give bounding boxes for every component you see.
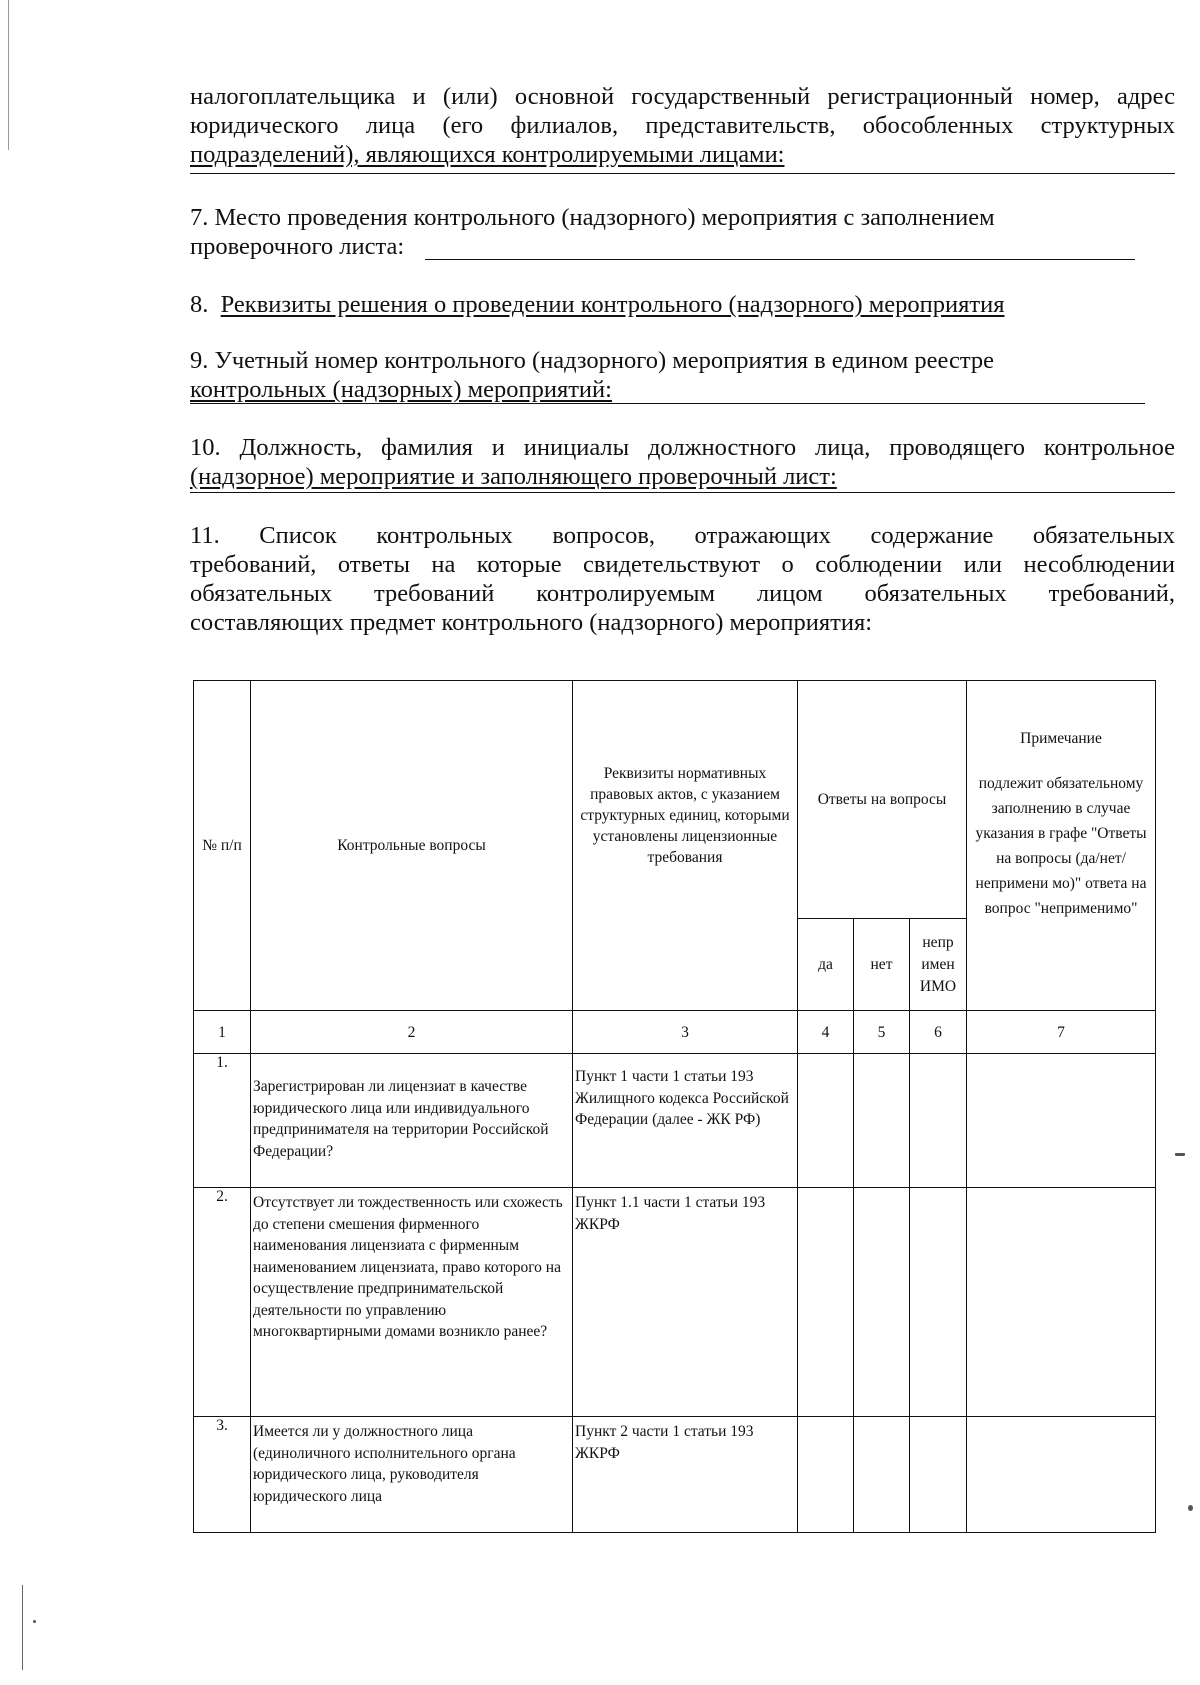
- note-cell[interactable]: [967, 1417, 1156, 1533]
- item-8-requisites: [190, 290, 1175, 319]
- row-question: Зарегистрирован ли лицензиат в качестве юридического лица или индивидуального предпринимателя на территории Российской Федерации?: [251, 1054, 573, 1188]
- row-question: Имеется ли у должностного лица (единоличного исполнительного органа юридического лица, руководителя юридического лица: [251, 1417, 573, 1533]
- row-number: 3.: [194, 1417, 251, 1533]
- header-not-applicable: непр имен ИМО: [910, 919, 967, 1011]
- answer-yes-cell[interactable]: [798, 1417, 854, 1533]
- column-number: 3: [573, 1011, 798, 1054]
- item-11-question-list: [190, 521, 1175, 637]
- row-number: 2.: [194, 1188, 251, 1417]
- scan-speck: [33, 1620, 36, 1623]
- scan-speck: [1175, 1153, 1185, 1156]
- header-answers: Ответы на вопросы: [798, 681, 967, 919]
- table-row: [194, 1054, 1156, 1188]
- item-7-line: 7. Место проведения контрольного (надзорного) мероприятия с заполнением: [190, 204, 995, 231]
- fill-line: [190, 492, 1175, 493]
- answer-yes-cell[interactable]: [798, 1054, 854, 1188]
- answer-yes-cell[interactable]: [798, 1188, 854, 1417]
- row-requisites: Пункт 2 части 1 статьи 193 ЖКРФ: [573, 1417, 798, 1533]
- item-9-line: контрольных (надзорных) мероприятий:: [190, 376, 612, 403]
- column-number-row: [194, 1011, 1156, 1054]
- item-10-line: (надзорное) мероприятие и заполняющего проверочный лист:: [190, 463, 837, 490]
- header-note: [967, 681, 1156, 1011]
- fill-line: [190, 403, 1145, 404]
- column-number: 7: [967, 1011, 1156, 1054]
- table-header-row: [194, 681, 1156, 919]
- scan-edge-line: [8, 0, 9, 150]
- item-8-number: 8.: [190, 291, 209, 318]
- item-11-line: составляющих предмет контрольного (надзорного) мероприятия:: [190, 609, 873, 636]
- item-9-registry: [190, 346, 1175, 404]
- answer-no-cell[interactable]: [854, 1188, 910, 1417]
- item-9-line: 9. Учетный номер контрольного (надзорного) мероприятия в едином реестре: [190, 347, 995, 374]
- header-requisites: Реквизиты нормативных правовых актов, с указанием структурных единиц, которыми установлены лицензионные требования: [573, 681, 798, 1011]
- answer-no-cell[interactable]: [854, 1054, 910, 1188]
- header-num: № п/п: [194, 681, 251, 1011]
- item-11-line: 11. Список контрольных вопросов, отражающих содержание обязательных: [190, 522, 1175, 549]
- item-11-line: требований, ответы на которые свидетельствуют о соблюдении или несоблюдении: [190, 551, 1175, 578]
- item-7-place: [190, 203, 1175, 261]
- row-number: 1.: [194, 1054, 251, 1188]
- scan-speck: [1188, 1505, 1193, 1511]
- header-no: нет: [854, 919, 910, 1011]
- column-number: 2: [251, 1011, 573, 1054]
- scan-edge-line: [22, 1585, 23, 1670]
- row-requisites: Пункт 1.1 части 1 статьи 193 ЖКРФ: [573, 1188, 798, 1417]
- header-note-title: Примечание: [1020, 730, 1102, 747]
- table-row: [194, 1188, 1156, 1417]
- checklist-table: [193, 680, 1156, 1533]
- header-questions: Контрольные вопросы: [251, 681, 573, 1011]
- column-number: 1: [194, 1011, 251, 1054]
- item-11-line: обязательных требований контролируемым лицом обязательных требований,: [190, 580, 1175, 607]
- intro-line: юридического лица (его филиалов, представительств, обособленных структурных: [190, 112, 1175, 139]
- row-question: Отсутствует ли тождественность или схожесть до степени смешения фирменного наименования лицензиата с фирменным наименованием лицензиата, право которого на осуществление предпринимательской деятельности по управлению многоквартирными домами возникло ранее?: [251, 1188, 573, 1417]
- answer-na-cell[interactable]: [910, 1417, 967, 1533]
- fill-line: [425, 259, 1135, 260]
- column-number: 4: [798, 1011, 854, 1054]
- item-10-line: 10. Должность, фамилия и инициалы должностного лица, проводящего контрольное: [190, 434, 1175, 461]
- fill-line: [190, 173, 1175, 174]
- answer-na-cell[interactable]: [910, 1188, 967, 1417]
- header-yes: да: [798, 919, 854, 1011]
- item-8-text: Реквизиты решения о проведении контрольного (надзорного) мероприятия: [220, 291, 1005, 318]
- intro-line: подразделений), являющихся контролируемыми лицами:: [190, 141, 785, 168]
- row-requisites: Пункт 1 части 1 статьи 193 Жилищного кодекса Российской Федерации (далее - ЖК РФ): [573, 1054, 798, 1188]
- answer-no-cell[interactable]: [854, 1417, 910, 1533]
- intro-paragraph: [190, 82, 1175, 169]
- note-cell[interactable]: [967, 1188, 1156, 1417]
- column-number: 6: [910, 1011, 967, 1054]
- item-7-line: проверочного листа:: [190, 233, 405, 260]
- item-10-official: [190, 433, 1175, 491]
- answer-na-cell[interactable]: [910, 1054, 967, 1188]
- column-number: 5: [854, 1011, 910, 1054]
- note-cell[interactable]: [967, 1054, 1156, 1188]
- table-row: [194, 1417, 1156, 1533]
- intro-line: налогоплательщика и (или) основной государственный регистрационный номер, адрес: [190, 83, 1175, 110]
- header-note-body: подлежит обязательному заполнению в случае указания в графе "Ответы на вопросы (да/нет/непримени мо)" ответа на вопрос "неприменимо": [975, 775, 1147, 917]
